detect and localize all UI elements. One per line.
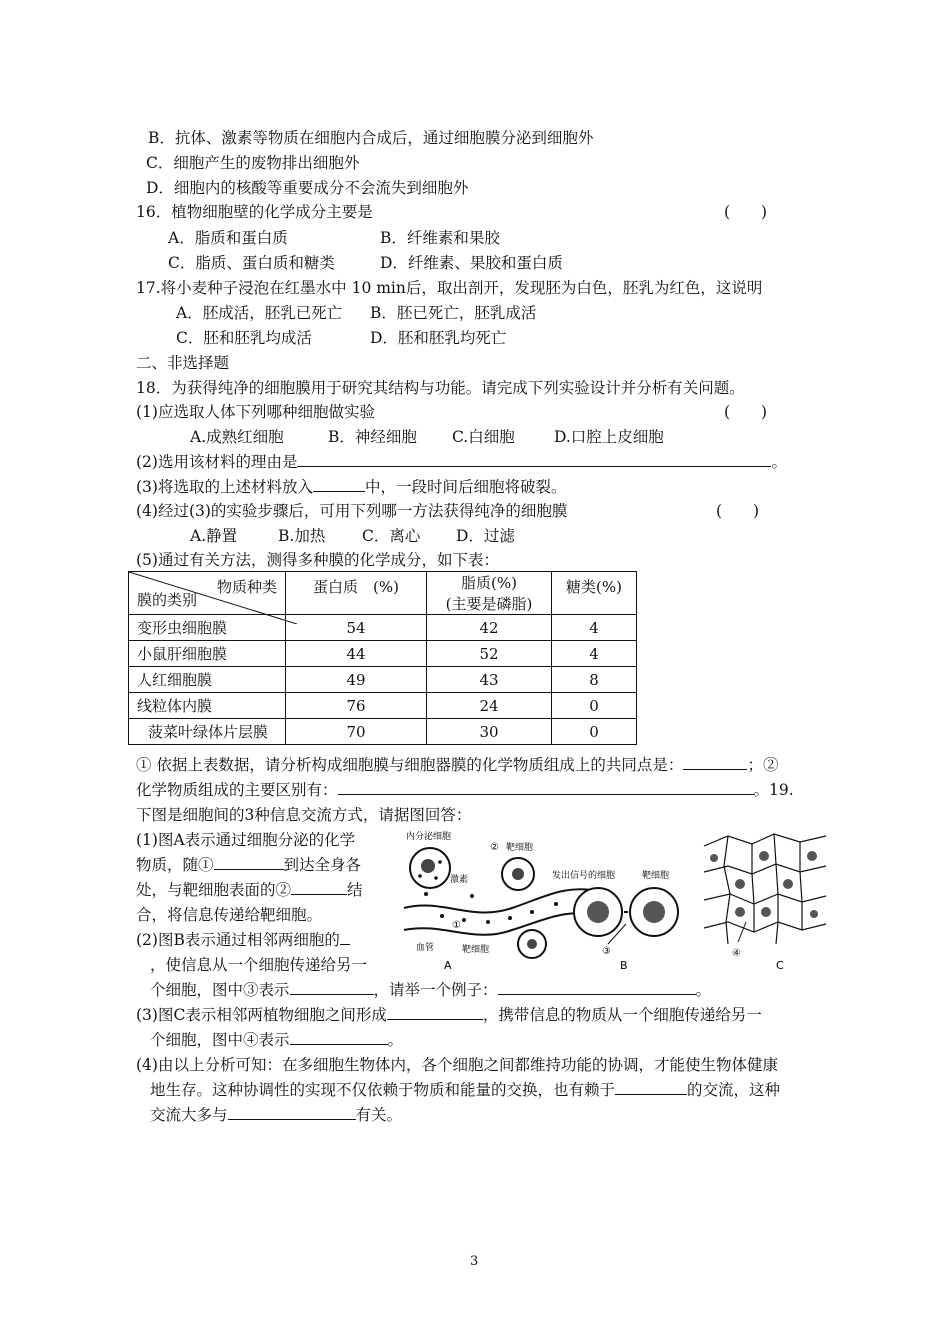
q18-part2 <box>136 452 787 472</box>
q16-stem: 16．植物细胞壁的化学成分主要是 <box>136 203 373 221</box>
q18-part1-d: D.口腔上皮细胞 <box>554 428 664 446</box>
q18-part4-b: B.加热 <box>278 527 326 545</box>
q18-part1: (1)应选取人体下列哪种细胞做实验 <box>136 403 375 421</box>
cell-lipid: 52 <box>427 641 552 667</box>
answer-blank[interactable] <box>338 780 754 795</box>
cell-protein: 49 <box>286 667 427 693</box>
q16-option-d: D．纤维素、果胶和蛋白质 <box>380 254 563 272</box>
vessel-wall-top <box>404 889 592 912</box>
q19-p2-l1: (2)图B表示通过相邻两细胞的 <box>136 931 340 949</box>
q18-part1-b: B．神经细胞 <box>328 428 417 446</box>
answer-blank[interactable] <box>297 452 771 467</box>
q18-part3-text-b: 中，一段时间后细胞将破裂。 <box>364 478 567 496</box>
label-b: B <box>620 959 628 972</box>
q16-option-b: B．纤维素和果胶 <box>380 229 500 247</box>
cell-protein: 70 <box>286 719 427 745</box>
analysis2-text: 化学物质组成的主要区别有： <box>136 781 338 799</box>
q19-p4-l2b: 的交流，这种 <box>687 1081 781 1099</box>
analysis2-end: 。19. <box>753 781 794 799</box>
table-header-row <box>129 572 637 615</box>
cell-sugar: 0 <box>552 719 637 745</box>
q19-p2-l3b: ，请举一个例子： <box>373 981 498 999</box>
signal-nucleus <box>587 901 609 923</box>
q19-p1-line3 <box>136 880 363 900</box>
q19-p4-l3b: 有关。 <box>355 1106 403 1124</box>
q19-p3-l1b: ，携带信息的物质从一个细胞传递给另一 <box>482 1006 762 1024</box>
cell-protein: 76 <box>286 693 427 719</box>
q19-p4-line2 <box>150 1080 780 1100</box>
q19-p1-line1: (1)图A表示通过细胞分泌的化学 <box>136 831 356 849</box>
answer-blank[interactable] <box>291 880 347 895</box>
label-n4: ④ <box>732 948 741 959</box>
table-corner-header <box>129 572 286 615</box>
q19-p2-line2: ，使信息从一个细胞传递给另一 <box>150 956 368 974</box>
label-target-2: 靶细胞 <box>462 945 490 955</box>
answer-blank[interactable] <box>313 477 365 492</box>
q19-p3-line1 <box>136 1005 762 1025</box>
q19-p3-l2a: 个细胞，图中④表示 <box>150 1031 290 1049</box>
q18-stem: 18．为获得纯净的细胞膜用于研究其结构与功能。请完成下列实验设计并分析有关问题。 <box>136 379 745 397</box>
q17-option-b: B．胚已死亡，胚乳成活 <box>370 304 537 322</box>
label-vessel: 血管 <box>416 943 435 953</box>
q19-p2-line1 <box>136 930 350 950</box>
row-name: 小鼠肝细胞膜 <box>129 641 286 667</box>
q19-p3-l2-end: 。 <box>387 1031 404 1049</box>
q19-p4-l2a: 地生存。这种协调性的实现不仅依赖于物质和能量的交换，也有赖于 <box>150 1081 616 1099</box>
figure-c <box>704 834 826 972</box>
header-bottom: 膜的类别 <box>137 591 198 609</box>
answer-blank[interactable] <box>387 1005 483 1020</box>
cell-sugar: 4 <box>552 615 637 641</box>
q19-p4-line1: (4)由以上分析可知：在多细胞生物体内，各个细胞之间都维持功能的协调，才能使生物体健康 <box>136 1056 778 1074</box>
cell-communication-figure <box>402 826 830 972</box>
figure-b <box>552 869 678 972</box>
label-n1: ① <box>452 920 461 931</box>
q18-part3-text-a: (3)将选取的上述材料放入 <box>136 478 313 496</box>
q19-stem: 下图是细胞间的3种信息交流方式，请据图回答： <box>136 806 472 824</box>
q18-analysis-1 <box>136 755 778 775</box>
table-row <box>129 719 637 745</box>
col-lipid <box>427 572 552 615</box>
q19-p4-line3 <box>150 1105 402 1125</box>
label-c: C <box>776 959 784 972</box>
membrane-composition-table <box>128 571 637 745</box>
col-protein: 蛋白质 (%) <box>286 572 427 615</box>
q16-option-c: C．脂质、蛋白质和糖类 <box>168 254 335 272</box>
col-lipid-note: (主要是磷脂) <box>445 595 533 613</box>
q17-option-a: A．胚成活，胚乳已死亡 <box>176 304 343 322</box>
row-name: 变形虫细胞膜 <box>129 615 286 641</box>
q16-paren: ( ) <box>724 203 768 221</box>
q15-option-b: B．抗体、激素等物质在细胞内合成后，通过细胞膜分泌到细胞外 <box>148 129 594 147</box>
q15-option-c: C．细胞产生的废物排出细胞外 <box>146 154 360 172</box>
q18-part1-paren: ( ) <box>724 403 768 421</box>
q18-part5: (5)通过有关方法，测得多种膜的化学成分，如下表： <box>136 551 499 569</box>
target-nucleus-b <box>643 901 665 923</box>
table-row <box>129 693 637 719</box>
vessel-wall-bottom <box>404 913 594 935</box>
q17-option-c: C．胚和胚乳均成活 <box>176 329 312 347</box>
figure-a <box>404 830 594 972</box>
q18-part4-paren: ( ) <box>716 502 760 520</box>
q18-part2-end: 。 <box>771 453 787 471</box>
answer-blank[interactable] <box>228 1105 356 1120</box>
analysis1-end: ；② <box>747 756 779 774</box>
label-n3: ③ <box>602 946 611 957</box>
cell-lipid: 43 <box>427 667 552 693</box>
endocrine-nucleus <box>421 859 435 873</box>
q18-part4-a: A.静置 <box>190 527 238 545</box>
table-row <box>129 641 637 667</box>
q19-p4-l3a: 交流大多与 <box>150 1106 228 1124</box>
page-number: 3 <box>470 1254 479 1269</box>
cell-protein: 54 <box>286 615 427 641</box>
label-target: 靶细胞 <box>506 843 534 853</box>
col-sugar: 糖类(%) <box>552 572 637 615</box>
cell-sugar: 4 <box>552 641 637 667</box>
label-signal-cell: 发出信号的细胞 <box>552 871 616 881</box>
q18-part4-c: C．离心 <box>362 527 421 545</box>
q19-p1-l3a: 处，与靶细胞表面的② <box>136 881 292 899</box>
cell-protein: 44 <box>286 641 427 667</box>
answer-blank[interactable] <box>340 930 350 945</box>
q19-p1-l2a: 物质，随① <box>136 856 214 874</box>
label-n2: ② <box>490 842 499 853</box>
label-target-b: 靶细胞 <box>642 871 670 881</box>
q18-part4-d: D．过滤 <box>456 527 515 545</box>
cell-sugar: 8 <box>552 667 637 693</box>
row-name: 菠菜叶绿体片层膜 <box>129 719 286 745</box>
row-name: 人红细胞膜 <box>129 667 286 693</box>
cell-lipid: 42 <box>427 615 552 641</box>
q19-p3-l1a: (3)图C表示相邻两植物细胞之间形成 <box>136 1006 387 1024</box>
cell-lipid: 24 <box>427 693 552 719</box>
q19-p2-l3-end: 。 <box>695 981 712 999</box>
answer-blank[interactable] <box>683 755 747 770</box>
q18-part1-a: A.成熟红细胞 <box>190 428 284 446</box>
q19-p1-line4: 合，将信息传递给靶细胞。 <box>136 906 323 924</box>
answer-blank[interactable] <box>498 980 696 995</box>
row-name: 线粒体内膜 <box>129 693 286 719</box>
table-row <box>129 667 637 693</box>
col-lipid-label: 脂质(%) <box>461 574 517 592</box>
answer-blank[interactable] <box>615 1080 687 1095</box>
section-heading: 二、非选择题 <box>136 354 230 372</box>
answer-blank[interactable] <box>290 980 374 995</box>
cell-sugar: 0 <box>552 693 637 719</box>
q18-part1-c: C.白细胞 <box>452 428 515 446</box>
q19-p3-line2 <box>150 1030 403 1050</box>
q18-part4: (4)经过(3)的实验步骤后，可用下列哪一方法获得纯净的细胞膜 <box>136 502 568 520</box>
header-top: 物质种类 <box>216 578 277 596</box>
q16-option-a: A．脂质和蛋白质 <box>168 229 288 247</box>
q19-p2-l3a: 个细胞，图中③表示 <box>150 981 290 999</box>
q19-p2-line3 <box>150 980 711 1000</box>
answer-blank[interactable] <box>214 855 284 870</box>
q15-option-d: D．细胞内的核酸等重要成分不会流失到细胞外 <box>146 179 469 197</box>
answer-blank[interactable] <box>290 1030 388 1045</box>
label-hormone: 激素 <box>450 875 469 885</box>
q19-p1-line2 <box>136 855 361 875</box>
q19-p1-l2b: 到达全身各 <box>283 856 362 874</box>
q18-part2-text: (2)选用该材料的理由是 <box>136 453 298 471</box>
q17-stem: 17.将小麦种子浸泡在红墨水中 10 min后，取出剖开，发现胚为白色，胚乳为红色，这说明 <box>136 279 763 297</box>
q18-analysis-2 <box>136 780 794 800</box>
cell-lipid: 30 <box>427 719 552 745</box>
q18-part3 <box>136 477 566 497</box>
q17-option-d: D．胚和胚乳均死亡 <box>370 329 507 347</box>
label-a: A <box>444 959 452 972</box>
analysis1-text: ① 依据上表数据，请分析构成细胞膜与细胞器膜的化学物质组成上的共同点是： <box>136 756 684 774</box>
label-endocrine: 内分泌细胞 <box>406 832 452 842</box>
q19-p1-l3b: 结 <box>347 881 363 899</box>
